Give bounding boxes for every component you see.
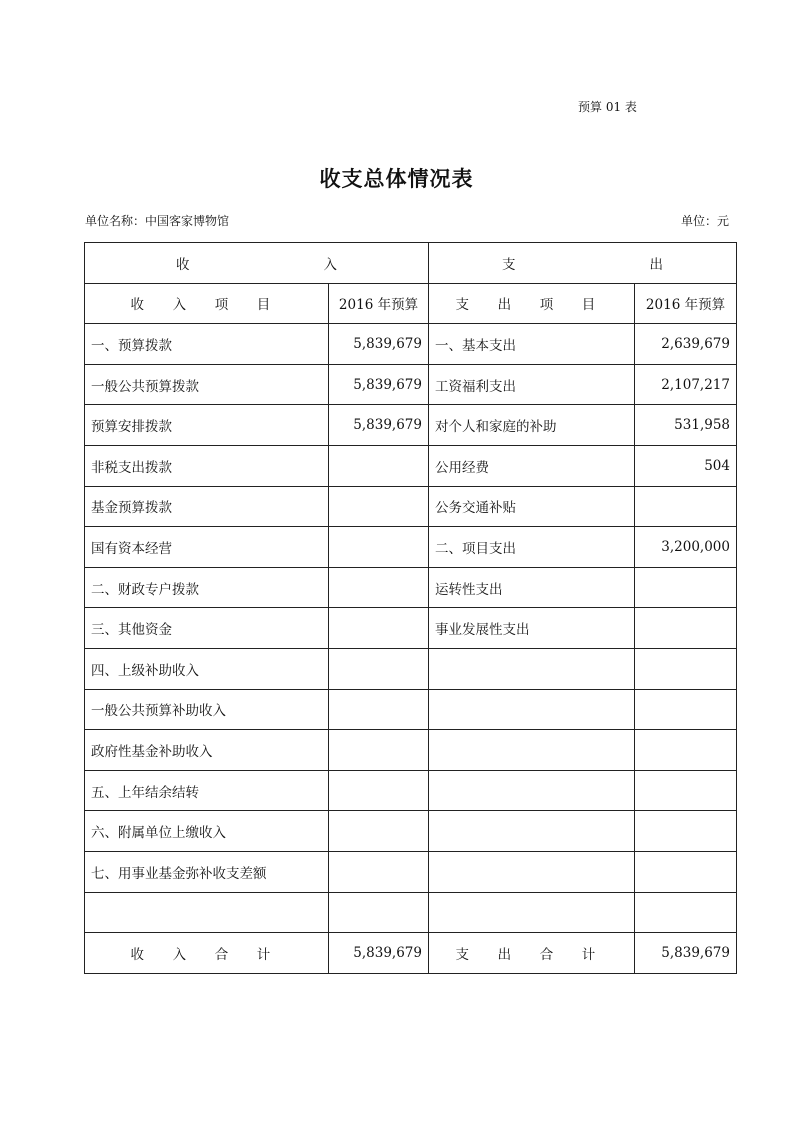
income-item-header: 收 入 项 目 [85, 283, 329, 324]
income-value-cell [329, 567, 429, 608]
expense-value-cell [635, 608, 737, 649]
income-value-cell [329, 486, 429, 527]
income-item-cell: 基金预算拨款 [85, 486, 329, 527]
section-header-row [85, 243, 737, 284]
expense-item-cell [429, 811, 635, 852]
table-row [85, 486, 737, 527]
table-row [85, 770, 737, 811]
income-item-cell: 一般公共预算补助收入 [85, 689, 329, 730]
income-value-cell [329, 811, 429, 852]
expense-item-cell [429, 892, 635, 933]
income-item-cell: 一般公共预算拨款 [85, 364, 329, 405]
income-value-cell [329, 527, 429, 568]
income-value-cell: 5,839,679 [329, 364, 429, 405]
table-row [85, 689, 737, 730]
income-item-cell: 六、附属单位上缴收入 [85, 811, 329, 852]
income-item-cell: 非税支出拨款 [85, 445, 329, 486]
expense-item-header: 支 出 项 目 [429, 283, 635, 324]
income-item-cell: 二、财政专户拨款 [85, 567, 329, 608]
income-value-cell [329, 851, 429, 892]
page-title: 收支总体情况表 [319, 167, 474, 191]
income-value-cell: 5,839,679 [329, 405, 429, 446]
income-item-cell: 政府性基金补助收入 [85, 730, 329, 771]
income-value-cell [329, 730, 429, 771]
expense-item-cell: 一、基本支出 [429, 324, 635, 365]
expense-value-cell: 3,200,000 [635, 527, 737, 568]
expense-budget-header: 2016 年预算 [635, 283, 737, 324]
expense-value-cell [635, 486, 737, 527]
expense-value-cell: 2,639,679 [635, 324, 737, 365]
table-row [85, 527, 737, 568]
currency-unit: 单位：元 [680, 214, 729, 228]
total-row [85, 933, 737, 974]
expense-item-cell [429, 851, 635, 892]
expense-item-cell [429, 689, 635, 730]
expense-item-cell: 运转性支出 [429, 567, 635, 608]
expense-value-cell [635, 689, 737, 730]
column-header-row [85, 283, 737, 324]
income-item-cell [85, 892, 329, 933]
expense-item-cell: 工资福利支出 [429, 364, 635, 405]
expense-section-header: 支 出 [429, 243, 737, 284]
expense-value-cell [635, 567, 737, 608]
income-item-cell: 一、预算拨款 [85, 324, 329, 365]
table-row [85, 405, 737, 446]
income-budget-header: 2016 年预算 [329, 283, 429, 324]
income-value-cell [329, 892, 429, 933]
table-row [85, 648, 737, 689]
income-item-cell: 国有资本经营 [85, 527, 329, 568]
expense-value-cell [635, 892, 737, 933]
table-row [85, 892, 737, 933]
expense-value-cell: 531,958 [635, 405, 737, 446]
form-code: 预算 01 表 [578, 100, 637, 114]
expense-item-cell: 公用经费 [429, 445, 635, 486]
income-item-cell: 预算安排拨款 [85, 405, 329, 446]
expense-value-cell [635, 648, 737, 689]
table-row [85, 730, 737, 771]
expense-value-cell [635, 851, 737, 892]
table-row [85, 851, 737, 892]
expense-value-cell [635, 770, 737, 811]
expense-item-cell: 对个人和家庭的补助 [429, 405, 635, 446]
income-value-cell [329, 445, 429, 486]
income-item-cell: 四、上级补助收入 [85, 648, 329, 689]
income-item-cell: 五、上年结余结转 [85, 770, 329, 811]
expense-value-cell [635, 811, 737, 852]
expense-item-cell [429, 770, 635, 811]
expense-item-cell [429, 730, 635, 771]
expense-total-label: 支 出 合 计 [429, 933, 635, 974]
income-value-cell [329, 648, 429, 689]
budget-table [84, 242, 737, 974]
income-value-cell: 5,839,679 [329, 324, 429, 365]
table-row [85, 567, 737, 608]
income-total-label: 收 入 合 计 [85, 933, 329, 974]
table-row [85, 608, 737, 649]
income-total-value: 5,839,679 [329, 933, 429, 974]
expense-item-cell: 公务交通补贴 [429, 486, 635, 527]
expense-value-cell: 2,107,217 [635, 364, 737, 405]
unit-name: 单位名称：中国客家博物馆 [85, 214, 230, 228]
income-value-cell [329, 770, 429, 811]
income-value-cell [329, 689, 429, 730]
expense-item-cell: 事业发展性支出 [429, 608, 635, 649]
income-item-cell: 三、其他资金 [85, 608, 329, 649]
expense-total-value: 5,839,679 [635, 933, 737, 974]
income-value-cell [329, 608, 429, 649]
table-row [85, 445, 737, 486]
expense-value-cell: 504 [635, 445, 737, 486]
table-row [85, 811, 737, 852]
income-section-header: 收 入 [85, 243, 429, 284]
table-row [85, 364, 737, 405]
expense-value-cell [635, 730, 737, 771]
income-item-cell: 七、用事业基金弥补收支差额 [85, 851, 329, 892]
expense-item-cell [429, 648, 635, 689]
expense-item-cell: 二、项目支出 [429, 527, 635, 568]
table-row [85, 324, 737, 365]
